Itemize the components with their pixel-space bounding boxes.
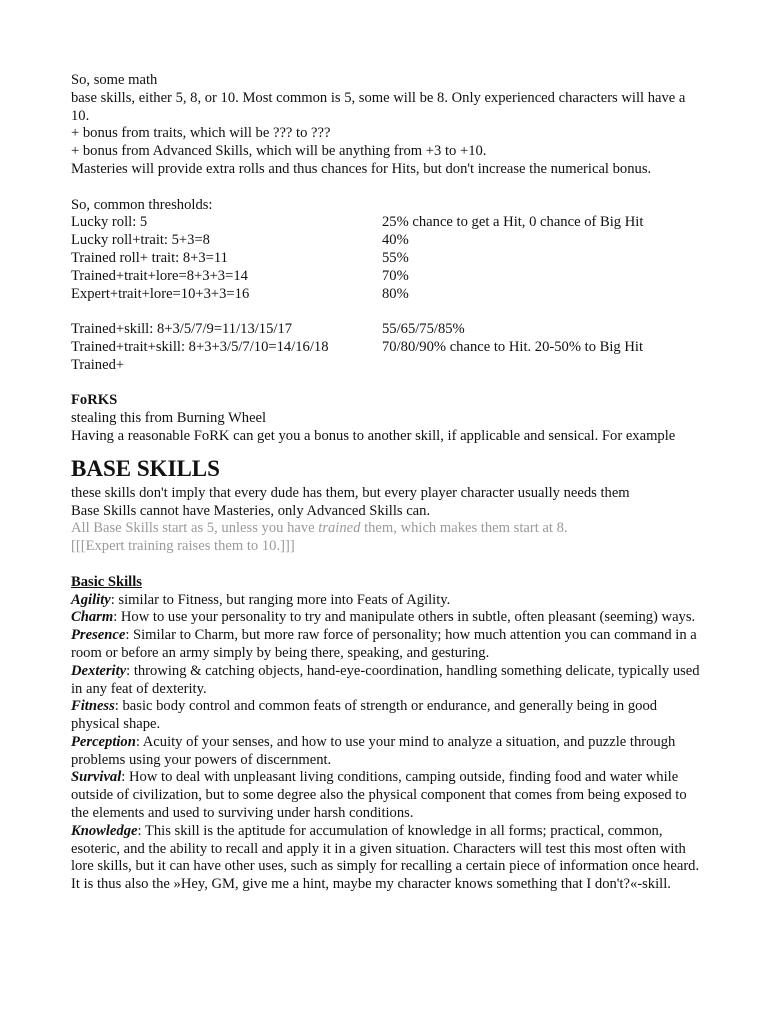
skill-entry	[71, 769, 701, 822]
skill-entry	[71, 609, 701, 627]
threshold-chance: 70%	[382, 267, 409, 284]
skill-description: : Similar to Charm, but more raw force of personality; how much attention you can command in a room or before an army simply by being there, speaking, and gesturing.	[71, 627, 697, 661]
skill-term: Presence	[71, 627, 126, 644]
thresholds-intro: So, common thresholds:	[71, 196, 213, 213]
threshold-row	[71, 286, 701, 304]
threshold-formula: Lucky roll: 5	[71, 214, 148, 231]
base-skills-note: [[[Expert training raises them to 10.]]]	[71, 538, 295, 555]
math-section	[71, 72, 701, 179]
spacer	[71, 303, 701, 321]
forks-line: Having a reasonable FoRK can get you a bonus to another skill, if applicable and sensical. For example	[71, 427, 676, 444]
skill-description: : This skill is the aptitude for accumulation of knowledge in all forms; practical, common, esoteric, and the ability to recall and apply it in a given situation. Characters will test this most often with lore skills, but it can have other uses, such as simply for recalling a certain piece of information once heard. It is thus also the »Hey, GM, give me a hint, maybe my character knows something that I don't?«-skill.	[71, 822, 700, 893]
threshold-formula: Trained+trait+lore=8+3+3=14	[71, 267, 248, 284]
note-emphasis: trained	[318, 520, 361, 537]
basic-skills-section	[71, 574, 701, 894]
skill-description: : Acuity of your senses, and how to use your mind to analyze a situation, and puzzle through problems using your powers of discernment.	[71, 733, 676, 768]
threshold-row	[71, 339, 701, 357]
document-page	[71, 72, 701, 894]
base-skills-line: these skills don't imply that every dude has them, but every player character usually needs them	[71, 484, 630, 501]
skill-description: : basic body control and common feats of strength or endurance, and generally being in good physical shape.	[71, 698, 658, 733]
skill-term: Charm	[71, 609, 114, 626]
threshold-formula: Trained+skill: 8+3/5/7/9=11/13/15/17	[71, 321, 293, 338]
base-skills-line: Base Skills cannot have Masteries, only Advanced Skills can.	[71, 502, 431, 519]
threshold-chance: 70/80/90% chance to Hit. 20-50% to Big Hit	[382, 338, 644, 355]
skill-term: Dexterity	[71, 662, 127, 679]
math-line: So, some math	[71, 72, 158, 88]
skill-term: Survival	[71, 769, 122, 786]
forks-line: stealing this from Burning Wheel	[71, 410, 267, 427]
skill-description: : similar to Fitness, but ranging more into Feats of Agility.	[110, 591, 451, 608]
skill-term: Fitness	[71, 698, 115, 715]
threshold-chance	[382, 357, 701, 375]
threshold-chance: 55%	[382, 249, 409, 266]
threshold-formula: Lucky roll+trait: 5+3=8	[71, 232, 210, 249]
spacer	[71, 556, 701, 574]
threshold-formula: Trained+	[71, 356, 125, 373]
skill-entry	[71, 663, 701, 699]
threshold-row	[71, 268, 701, 286]
forks-heading: FoRKS	[71, 392, 118, 409]
threshold-chance: 55/65/75/85%	[382, 321, 465, 338]
threshold-chance: 25% chance to get a Hit, 0 chance of Big Hit	[382, 214, 644, 231]
math-line: base skills, either 5, 8, or 10. Most common is 5, some will be 8. Only experienced characters will have a 10.	[71, 89, 686, 124]
note-text: them, which makes them start at 8.	[360, 520, 568, 537]
skill-term: Knowledge	[71, 822, 138, 839]
threshold-row	[71, 214, 701, 232]
spacer	[71, 375, 701, 393]
math-line: + bonus from traits, which will be ??? to ???	[71, 125, 331, 142]
forks-section	[71, 392, 701, 445]
base-skills-heading: BASE SKILLS	[71, 455, 220, 481]
threshold-row	[71, 321, 701, 339]
spacer	[71, 179, 701, 197]
skill-entry	[71, 627, 701, 663]
base-skills-section	[71, 456, 701, 556]
threshold-chance: 40%	[382, 232, 409, 249]
skill-description: : throwing & catching objects, hand-eye-coordination, handling something delicate, typically used in any feat of dexterity.	[71, 662, 700, 697]
math-line: + bonus from Advanced Skills, which will be anything from +3 to +10.	[71, 143, 487, 160]
base-skills-note	[71, 520, 701, 538]
threshold-formula: Trained+trait+skill: 8+3+3/5/7/10=14/16/18	[71, 338, 329, 355]
threshold-row	[71, 232, 701, 250]
skill-term: Agility	[71, 591, 111, 608]
threshold-chance: 80%	[382, 285, 409, 302]
threshold-row	[71, 250, 701, 268]
thresholds-section	[71, 197, 701, 375]
skill-entry	[71, 823, 701, 894]
note-text: All Base Skills start as 5, unless you have	[71, 520, 319, 537]
math-line: Masteries will provide extra rolls and thus chances for Hits, but don't increase the numerical bonus.	[71, 160, 652, 177]
skill-term: Perception	[71, 733, 136, 750]
skill-description: : How to use your personality to try and manipulate others in subtle, often pleasant (seeming) ways.	[113, 609, 696, 626]
threshold-row	[71, 357, 701, 375]
basic-skills-heading: Basic Skills	[71, 573, 142, 590]
skill-entry	[71, 698, 701, 734]
skill-description: : How to deal with unpleasant living conditions, camping outside, finding food and water while outside of civilization, but to some degree also the physical component that comes from being exposed to the elements and used to surviving under harsh conditions.	[71, 769, 687, 822]
threshold-formula: Trained roll+ trait: 8+3=11	[71, 249, 228, 266]
threshold-formula: Expert+trait+lore=10+3+3=16	[71, 285, 250, 302]
skill-entry	[71, 592, 701, 610]
skill-entry	[71, 734, 701, 770]
